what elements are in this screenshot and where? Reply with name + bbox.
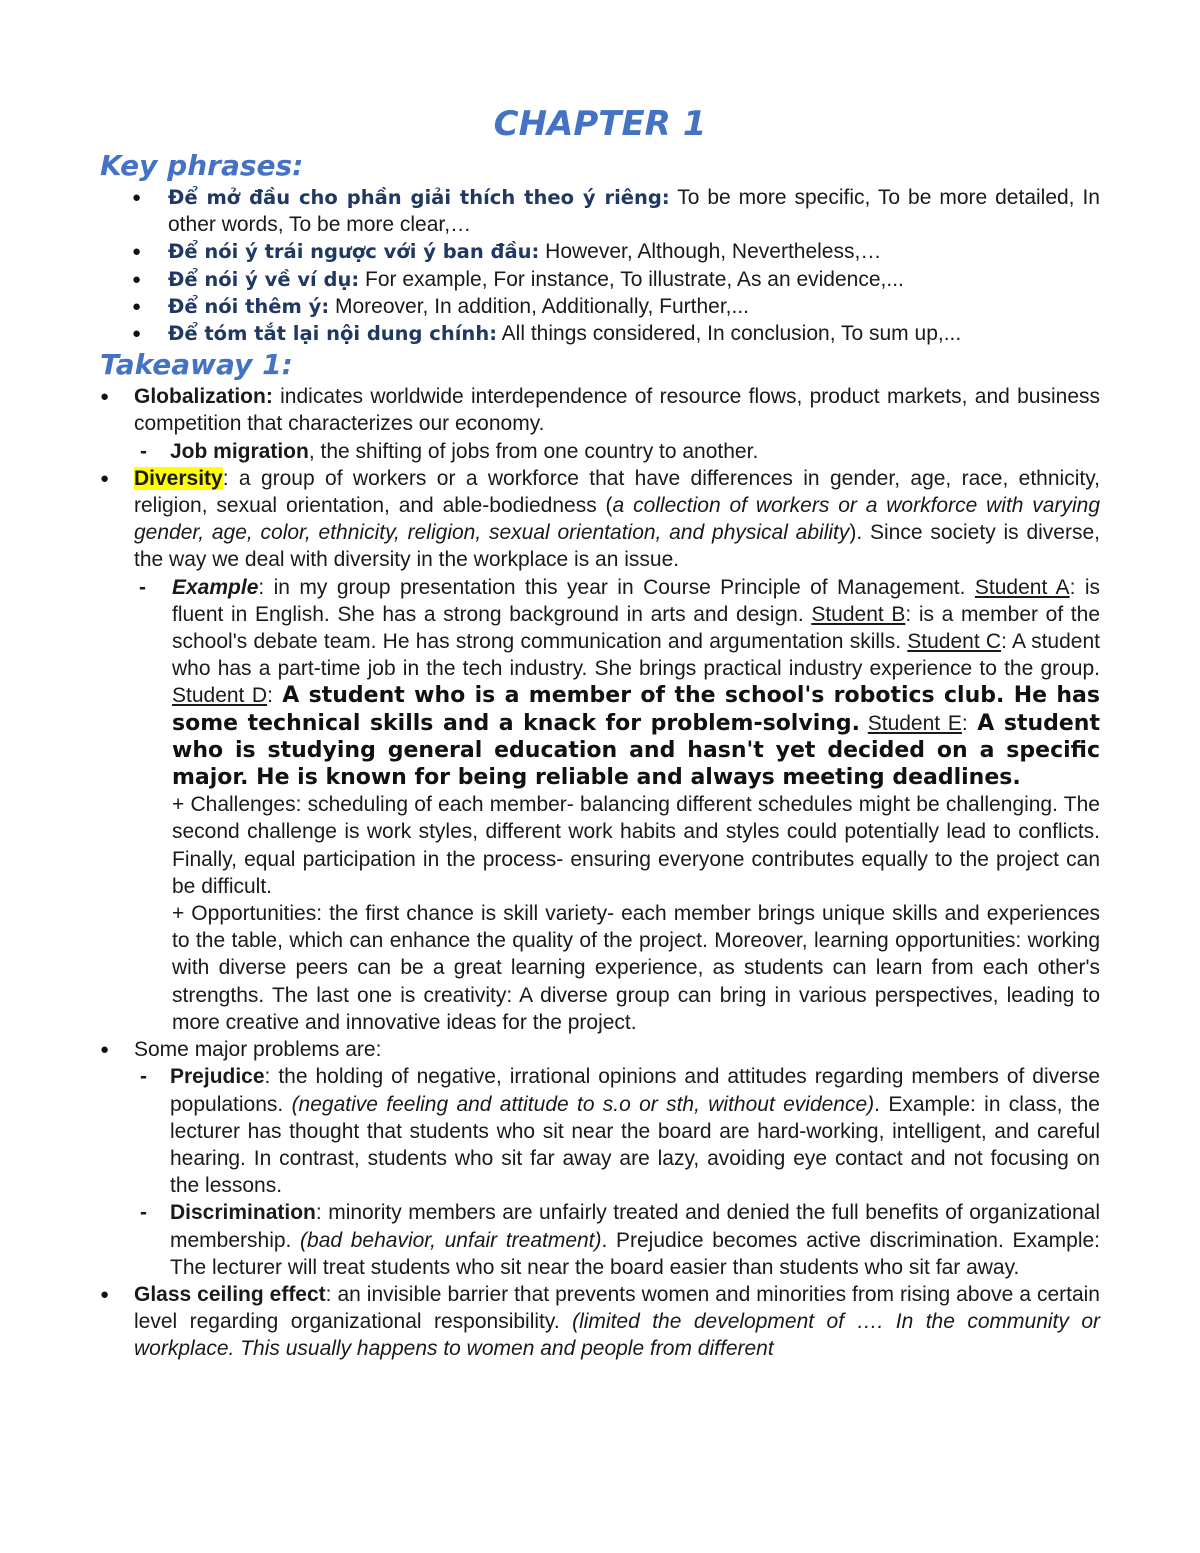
discrimination-text: : minority members are unfairly treated and denied the full benefits of organizational membership.: [170, 1201, 1100, 1252]
discrimination-italic: (bad behavior, unfair treatment): [300, 1228, 602, 1252]
prejudice-text: : the holding of negative, irrational opinions and attitudes regarding members of diverse populations.: [170, 1065, 1100, 1116]
discrimination-item: [134, 1199, 1100, 1281]
student-e-text: A student who is studying general education and hasn't yet decided on a specific major. He is known for being reliable and always meeting deadlines.: [172, 710, 1100, 791]
key-phrase-item: [100, 320, 1100, 347]
globalization-text: indicates worldwide interdependence of resource flows, product markets, and business competition that characterizes our economy.: [134, 385, 1100, 436]
challenges-paragraph: + Challenges: scheduling of each member- balancing different schedules might be challenging. The second challenge is work styles, different work habits and styles could potentially lead to conflicts. Finally, equal participation in the process- ensuring everyone contributes equally to the project can be difficult.: [172, 793, 1100, 898]
globalization-item: [100, 383, 1100, 465]
example-paragraph: [172, 574, 1100, 792]
glass-ceiling-text: : an invisible barrier that prevents women and minorities from rising above a certain level regarding organizational responsibility.: [134, 1282, 1100, 1334]
discrimination-term: Discrimination: [170, 1201, 316, 1225]
prejudice-example: . Example: in class, the lecturer has thought that students who sit near the board are hard-working, intelligent, and careful hearing. In contrast, students who sit far away are lazy, avoiding eye contact and not focusing on the lessons.: [170, 1092, 1100, 1198]
student-e-label: Student E: [867, 711, 962, 735]
key-phrases-heading: Key phrases:: [100, 149, 304, 182]
key-phrase-text: However, Although, Nevertheless,…: [539, 240, 882, 264]
diversity-text-end: ). Since society is diverse, the way we deal with diversity in the workplace is an issue.: [134, 521, 1100, 572]
student-a-text: : is fluent in English. She has a strong background in arts and design.: [172, 575, 1100, 626]
key-phrase-text: For example, For instance, To illustrate, As an evidence,...: [359, 267, 904, 291]
key-phrase-label: Để nói thêm ý:: [168, 294, 330, 318]
key-phrase-item: [100, 266, 1100, 293]
prejudice-item: [134, 1063, 1100, 1199]
problems-item: [100, 1036, 1100, 1281]
key-phrase-item: [100, 293, 1100, 320]
problems-sublist: [134, 1063, 1100, 1281]
student-e-colon: :: [961, 711, 968, 735]
example-intro: : in my group presentation this year in Course Principle of Management.: [258, 575, 966, 599]
key-phrases-list: [100, 184, 1100, 347]
prejudice-term: Prejudice: [170, 1065, 265, 1089]
glass-ceiling-italic: (limited the development of …. In the community or workplace. This usually happens to women and people from different: [134, 1310, 1100, 1361]
student-a-label: Student A: [974, 575, 1070, 599]
opportunities-paragraph: + Opportunities: the first chance is skill variety- each member brings unique skills and experiences to the table, which can enhance the quality of the project. Moreover, learning opportunities: working with diverse peers can be a great learning experience, as students can learn from each other's strengths. The last one is creativity: A diverse group can bring in various perspectives, leading to more creative and innovative ideas for the project.: [172, 902, 1100, 1034]
prejudice-italic: (negative feeling and attitude to s.o or sth, without evidence): [291, 1092, 875, 1116]
student-d-text: A student who is a member of the school's robotics club. He has some technical skills and a knack for problem-solving.: [172, 683, 1100, 736]
diversity-example-item: [134, 574, 1100, 1036]
example-label: Example: [172, 575, 259, 599]
glass-ceiling-term: Glass ceiling effect: [134, 1282, 326, 1306]
takeaway-heading: Takeaway 1:: [100, 348, 293, 382]
student-d-colon: :: [267, 684, 273, 708]
key-phrase-label: Để tóm tắt lại nội dung chính:: [168, 322, 497, 346]
discrimination-example: . Prejudice becomes active discrimination. Example: The lecturer will treat students who sit near the board easier than students who sit far away.: [170, 1228, 1101, 1279]
job-migration-item: [134, 438, 1100, 465]
job-migration-term: Job migration: [170, 439, 309, 463]
job-migration-text: , the shifting of jobs from one country to another.: [308, 439, 759, 463]
diversity-sublist: [134, 574, 1100, 1036]
globalization-sublist: [134, 438, 1100, 465]
diversity-text: : a group of workers or a workforce that have differences in gender, age, race, ethnicity, religion, sexual orientation, and able-bodiedness (: [134, 466, 1100, 518]
diversity-definition-italic: a collection of workers or a workforce with varying gender, age, color, ethnicity, religion, sexual orientation, and physical ability: [134, 494, 1101, 545]
takeaway-list: [100, 383, 1100, 1362]
student-d-label: Student D: [172, 684, 268, 708]
chapter-title: CHAPTER 1: [493, 104, 707, 144]
student-b-label: Student B: [811, 602, 906, 626]
key-phrase-label: Để mở đầu cho phần giải thích theo ý riêng:: [168, 186, 670, 209]
key-phrase-text: To be more specific, To be more detailed, In other words, To be more clear,…: [168, 186, 1100, 237]
diversity-item: [100, 465, 1100, 1036]
key-phrase-item: [100, 184, 1100, 238]
student-c-label: Student C: [907, 630, 1002, 654]
key-phrase-label: Để nói ý trái ngược với ý ban đầu:: [168, 240, 540, 264]
key-phrase-item: [100, 238, 1100, 265]
glass-ceiling-item: [100, 1281, 1100, 1363]
key-phrase-text: Moreover, In addition, Additionally, Further,...: [329, 294, 749, 318]
key-phrase-text: All things considered, In conclusion, To sum up,...: [497, 322, 962, 346]
student-b-text: : is a member of the school's debate team. He has strong communication and argumentation skills.: [172, 602, 1100, 654]
globalization-term: Globalization:: [134, 385, 273, 409]
key-phrase-label: Để nói ý về ví dụ:: [168, 267, 360, 291]
diversity-term: Diversity: [134, 466, 223, 490]
student-c-text: : A student who has a part-time job in the tech industry. She brings practical industry experience to the group.: [172, 630, 1100, 681]
problems-intro: Some major problems are:: [134, 1038, 382, 1062]
